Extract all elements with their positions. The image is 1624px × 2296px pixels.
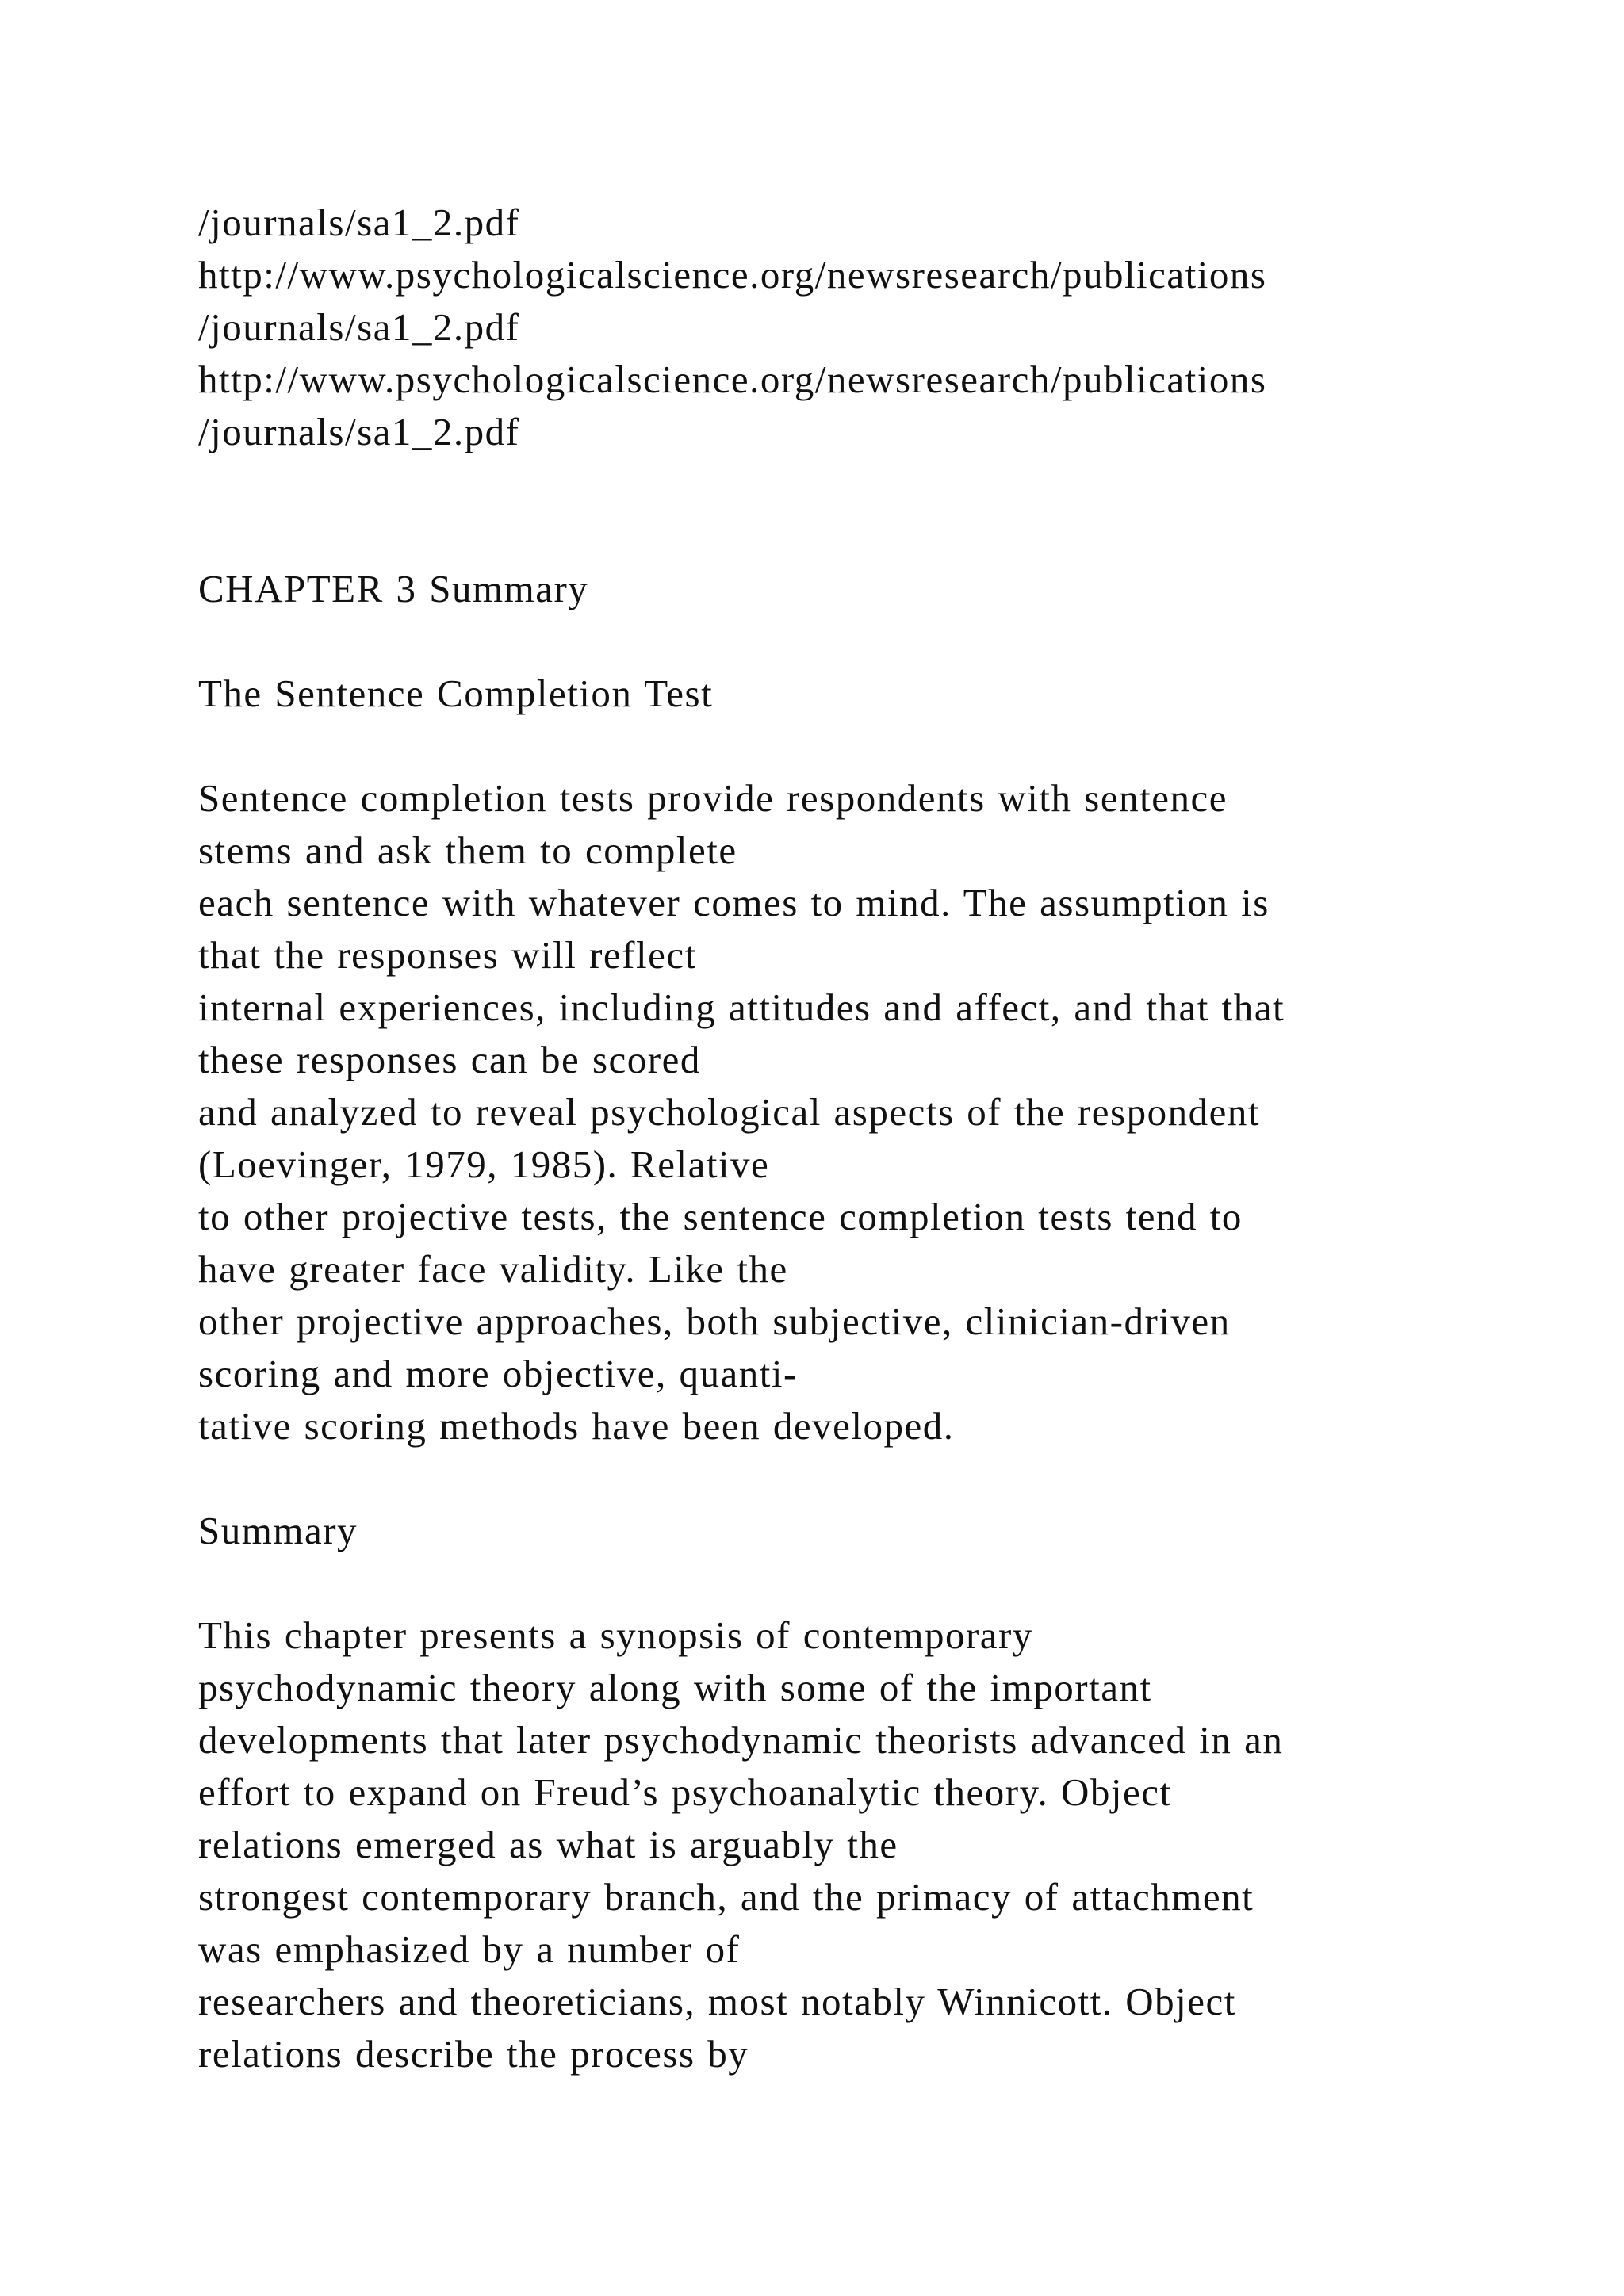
paragraph-line: each sentence with whatever comes to mind. The assumption is [198, 881, 1270, 924]
paragraph-line: these responses can be scored [198, 1038, 701, 1081]
reference-line: http://www.psychologicalscience.org/newsresearch/publications [198, 253, 1267, 297]
paragraph-line: (Loevinger, 1979, 1985). Relative [198, 1142, 770, 1186]
paragraph-line: strongest contemporary branch, and the primacy of attachment [198, 1875, 1254, 1919]
paragraph-line: psychodynamic theory along with some of the important [198, 1666, 1152, 1709]
spacer [198, 615, 1586, 668]
chapter-heading: CHAPTER 3 Summary [198, 567, 589, 610]
paragraph-line: other projective approaches, both subjective, clinician-driven [198, 1299, 1231, 1343]
section-heading: The Sentence Completion Test [198, 672, 714, 715]
reference-line: /journals/sa1_2.pdf [198, 305, 520, 349]
paragraph-line: stems and ask them to complete [198, 828, 737, 872]
paragraph-line: Sentence completion tests provide respondents with sentence [198, 776, 1228, 820]
paragraph-line: internal experiences, including attitudes and affect, and that that [198, 985, 1285, 1029]
document-text [198, 197, 1586, 2080]
paragraph-line: scoring and more objective, quanti- [198, 1352, 798, 1395]
paragraph-line: that the responses will reflect [198, 933, 697, 977]
reference-line: /journals/sa1_2.pdf [198, 201, 520, 244]
paragraph-line: relations emerged as what is arguably the [198, 1823, 898, 1866]
reference-line: http://www.psychologicalscience.org/newsresearch/publications [198, 358, 1267, 401]
paragraph-line: tative scoring methods have been developed. [198, 1404, 955, 1448]
spacer [198, 458, 1586, 563]
paragraph-line: This chapter presents a synopsis of contemporary [198, 1613, 1033, 1657]
paragraph-line: to other projective tests, the sentence completion tests tend to [198, 1195, 1243, 1238]
paragraph-line: relations describe the process by [198, 2032, 749, 2076]
spacer [198, 1452, 1586, 1505]
reference-line: /journals/sa1_2.pdf [198, 410, 520, 453]
paragraph-line: was emphasized by a number of [198, 1927, 741, 1971]
paragraph-line: have greater face validity. Like the [198, 1247, 788, 1291]
spacer [198, 1557, 1586, 1609]
paragraph-line: and analyzed to reveal psychological aspects of the respondent [198, 1090, 1260, 1134]
spacer [198, 720, 1586, 772]
paragraph-line: researchers and theoreticians, most notably Winnicott. Object [198, 1980, 1236, 2023]
section-heading: Summary [198, 1509, 358, 1552]
paragraph-line: developments that later psychodynamic theorists advanced in an [198, 1718, 1284, 1762]
paragraph-line: effort to expand on Freud’s psychoanalytic theory. Object [198, 1770, 1172, 1814]
